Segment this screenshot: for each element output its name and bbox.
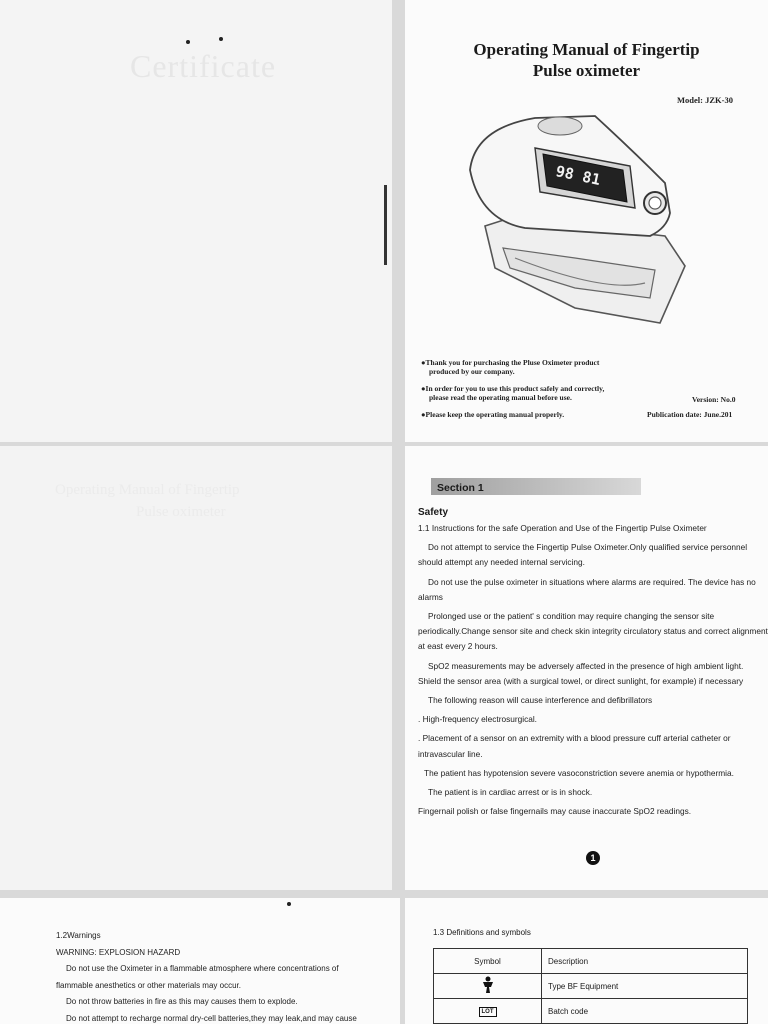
- definitions-heading: 1.3 Definitions and symbols: [433, 928, 531, 937]
- warning-line: Do not attempt to recharge normal dry-cell batteries,they may leak,and may cause: [66, 1013, 357, 1023]
- page-number-badge: 1: [586, 851, 600, 865]
- cover-page: [405, 0, 768, 442]
- warning-line: Do not use the Oximeter in a flammable atmosphere where concentrations of flammable anesthetics or other materials may occur.: [56, 964, 339, 990]
- paragraph: Fingernail polish or false fingernails may cause inaccurate SpO2 readings.: [418, 806, 692, 817]
- warning-line: Do not throw batteries in fire as this may causes them to explode.: [66, 997, 298, 1006]
- cover-title-line1: Operating Manual of Fingertip: [473, 40, 700, 59]
- section-label: Section 1: [437, 482, 484, 494]
- column-header: Description: [542, 949, 748, 974]
- ghost-title-line1: Operating Manual of Fingertip: [55, 482, 240, 498]
- paragraph: SpO2 measurements may be adversely affected in the presence of high ambient light. Shield the sensor area (with a surgical towel, or direct sunlight, for example) if necessary: [418, 660, 744, 686]
- cover-bullet: ●Thank you for purchasing the Pluse Oximeter product: [421, 358, 600, 367]
- symbol-description: Batch code: [542, 999, 748, 1024]
- symbols-table: [433, 948, 748, 1024]
- certificate-ghost-title: Certificate: [130, 48, 277, 84]
- symbol-description: Type BF Equipment: [542, 974, 748, 999]
- definitions-page: [405, 898, 768, 1024]
- certificate-page: [0, 0, 392, 442]
- paragraph: Do not use the pulse oximeter in situations where alarms are required. The device has no alarms: [418, 576, 756, 602]
- speck: [287, 902, 291, 906]
- paragraph: The patient is in cardiac arrest or is in shock.: [428, 787, 593, 798]
- table-row: [434, 999, 748, 1024]
- paragraph: Do not attempt to service the Fingertip Pulse Oximeter.Only qualified service personnel should attempt any needed internal servicing.: [418, 542, 748, 568]
- publication-date: Publication date: June.201: [647, 410, 733, 419]
- paragraph: . High-frequency electrosurgical.: [418, 714, 537, 725]
- speck: [186, 40, 190, 44]
- cover-bullet: ●Please keep the operating manual properly.: [421, 410, 565, 419]
- type-bf-person-icon: [481, 976, 495, 994]
- warnings-subheading: WARNING: EXPLOSION HAZARD: [56, 947, 181, 957]
- paragraph: 1.1 Instructions for the safe Operation and Use of the Fingertip Pulse Oximeter: [418, 523, 707, 533]
- faded-back-page: [0, 446, 392, 890]
- paragraph: . Placement of a sensor on an extremity with a blood pressure cuff arterial catheter or intravascular line.: [418, 733, 731, 759]
- column-header: Symbol: [434, 949, 542, 974]
- version-number: Version: No.0: [692, 395, 736, 404]
- display-readout: 98 81: [554, 162, 603, 190]
- paragraph: The patient has hypotension severe vasoconstriction severe anemia or hypothermia.: [424, 767, 734, 778]
- table-row: [434, 974, 748, 999]
- warnings-heading: 1.2Warnings: [56, 931, 101, 940]
- pulse-oximeter-illustration: [455, 108, 705, 333]
- safety-heading: Safety: [418, 507, 449, 518]
- warnings-page: [0, 898, 400, 1024]
- paragraph: Prolonged use or the patient' s condition may require changing the sensor site periodically.Change sensor site and check skin integrity circulatory status and correct alignment at east every 2 hours.: [418, 611, 768, 652]
- speck: [219, 37, 223, 41]
- warnings-text: [56, 928, 376, 1024]
- section-header-bar: [431, 478, 641, 495]
- safety-page: [405, 446, 768, 890]
- paragraph: The following reason will cause interference and defibrillators: [428, 695, 653, 706]
- cover-bullet: please read the operating manual before use.: [429, 393, 572, 402]
- model-number: Model: JZK-30: [677, 95, 733, 105]
- lot-batch-icon: LOT: [479, 1007, 497, 1017]
- cover-title-line2: Pulse oximeter: [532, 61, 641, 80]
- table-header-row: [434, 949, 748, 974]
- cover-bullet: ●In order for you to use this product safely and correctly,: [421, 384, 605, 393]
- safety-text: [418, 521, 768, 823]
- ghost-title-line2: Pulse oximeter: [136, 504, 226, 520]
- cover-bullet: produced by our company.: [429, 367, 515, 376]
- binding-mark: [384, 185, 387, 265]
